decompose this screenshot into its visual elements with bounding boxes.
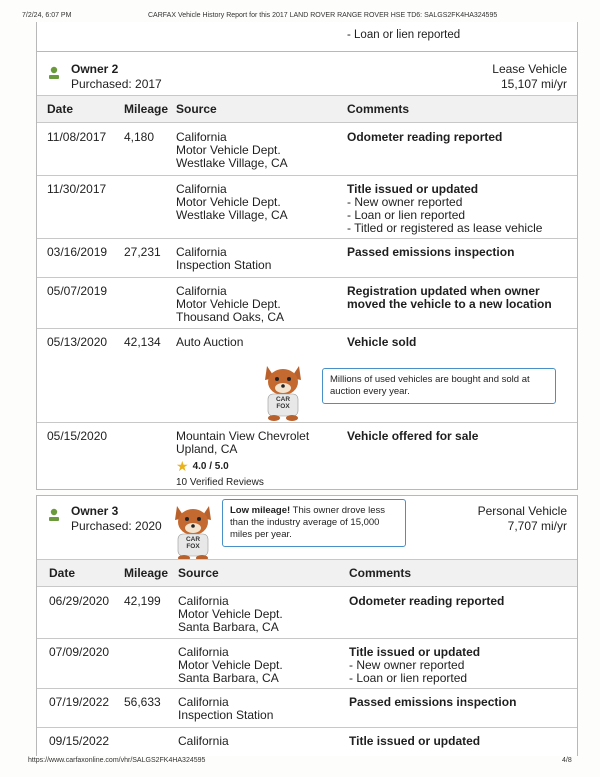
col-mileage: Mileage xyxy=(124,102,169,116)
star-icon: ★ xyxy=(176,458,189,474)
record-mileage: 42,134 xyxy=(124,335,161,349)
record-comment: Registration updated when owner moved the vehicle to a new location xyxy=(347,284,552,311)
table-row xyxy=(37,328,577,423)
record-comment: Title issued or updated xyxy=(349,734,481,748)
carfox-mascot xyxy=(255,362,311,425)
record-comment: Vehicle offered for sale xyxy=(347,429,479,443)
table-header xyxy=(37,559,577,587)
table-row xyxy=(37,238,577,278)
dealer-name[interactable]: Mountain View Chevrolet xyxy=(176,429,310,443)
record-date: 07/09/2020 xyxy=(49,645,110,659)
record-comment: Passed emissions inspection xyxy=(349,695,517,709)
record-comment: Odometer reading reported xyxy=(347,130,503,144)
person-icon xyxy=(47,66,61,85)
record-comment: Odometer reading reported xyxy=(349,594,505,608)
owner-2-header xyxy=(37,60,577,100)
table-row xyxy=(37,277,577,329)
owner-mileage-rate: 7,707 mi/yr xyxy=(507,519,567,533)
record-date: 05/15/2020 xyxy=(47,429,108,443)
record-mileage: 56,633 xyxy=(124,695,161,709)
record-mileage: 27,231 xyxy=(124,245,161,259)
table-row xyxy=(37,123,577,176)
owner-purchased: Purchased: 2017 xyxy=(71,77,162,91)
print-date: 7/2/24, 6:07 PM xyxy=(22,12,72,19)
record-source: Mountain View Chevrolet Upland, CA ★ 4.0 / 5.0 10 Verified Reviews xyxy=(176,429,310,488)
owner-vehicle-type: Lease Vehicle xyxy=(492,62,567,76)
record-date: 11/08/2017 xyxy=(47,130,107,144)
record-comment: Vehicle sold xyxy=(347,335,417,349)
record-comment: Title issued or updated - New owner reported - Loan or lien reported xyxy=(349,645,481,685)
record-mileage: 4,180 xyxy=(124,130,155,144)
record-source: California Motor Vehicle Dept. Westlake Village, CA xyxy=(176,182,288,222)
table-row xyxy=(37,638,577,689)
table-row xyxy=(37,727,577,756)
page-number: 4/8 xyxy=(562,757,572,764)
record-source: Auto Auction xyxy=(176,335,244,349)
table-row xyxy=(37,175,577,239)
owner-3-section xyxy=(36,495,578,756)
record-source: California Motor Vehicle Dept. Thousand Oaks, CA xyxy=(176,284,285,324)
table-row xyxy=(37,587,577,639)
col-date: Date xyxy=(47,102,74,116)
carfox-mascot xyxy=(165,502,221,567)
table-row xyxy=(37,422,577,488)
col-mileage: Mileage xyxy=(124,566,169,580)
owner-mileage-rate: 15,107 mi/yr xyxy=(500,77,567,91)
record-comment: Passed emissions inspection xyxy=(347,245,515,259)
record-comment: Title issued or updated - New owner reported - Loan or lien reported - Titled or registered as lease vehicle xyxy=(347,182,543,235)
record-date: 07/19/2022 xyxy=(49,695,110,709)
record-source: California Inspection Station xyxy=(178,695,274,722)
table-row xyxy=(37,688,577,728)
record-date: 09/15/2022 xyxy=(49,734,110,748)
record-source: California xyxy=(178,734,229,748)
record-mileage: 42,199 xyxy=(124,594,161,608)
col-comments: Comments xyxy=(347,102,410,116)
low-mileage-tip: Low mileage! This owner drove less than the industry average of 15,000 miles per year. xyxy=(222,499,406,547)
owner-purchased: Purchased: 2020 xyxy=(71,519,162,533)
col-source: Source xyxy=(178,566,219,580)
record-source: California Motor Vehicle Dept. Santa Barbara, CA xyxy=(178,594,283,634)
record-date: 03/16/2019 xyxy=(47,245,108,259)
auction-tip: Millions of used vehicles are bought and sold at auction every year. xyxy=(322,368,556,404)
col-source: Source xyxy=(176,102,217,116)
prior-comment: - Loan or lien reported xyxy=(347,29,461,41)
col-date: Date xyxy=(49,566,76,580)
table-header xyxy=(37,95,577,123)
person-icon xyxy=(47,508,61,527)
record-date: 11/30/2017 xyxy=(47,182,107,196)
record-source: California Motor Vehicle Dept. Santa Barbara, CA xyxy=(178,645,283,685)
dealer-rating: ★ 4.0 / 5.0 xyxy=(176,458,229,474)
owner-2-section xyxy=(36,22,578,490)
record-date: 05/13/2020 xyxy=(47,335,108,349)
verified-reviews[interactable]: 10 Verified Reviews xyxy=(176,477,264,488)
footer-url[interactable]: https://www.carfaxonline.com/vhr/SALGS2FK4HA324595 xyxy=(28,757,206,764)
record-date: 06/29/2020 xyxy=(49,594,110,608)
col-comments: Comments xyxy=(349,566,412,580)
record-source: California Motor Vehicle Dept. Westlake Village, CA xyxy=(176,130,288,170)
owner-name: Owner 2 xyxy=(71,62,119,76)
record-date: 05/07/2019 xyxy=(47,284,108,298)
fox-shirt-text: CAR FOX xyxy=(185,536,201,550)
owner-vehicle-type: Personal Vehicle xyxy=(477,504,567,518)
fox-shirt-text: CAR FOX xyxy=(275,396,291,410)
record-source: California Inspection Station xyxy=(176,245,272,272)
print-title: CARFAX Vehicle History Report for this 2017 LAND ROVER RANGE ROVER HSE TD6: SALGS2FK4HA324595 xyxy=(148,12,498,19)
owner-name: Owner 3 xyxy=(71,504,119,518)
